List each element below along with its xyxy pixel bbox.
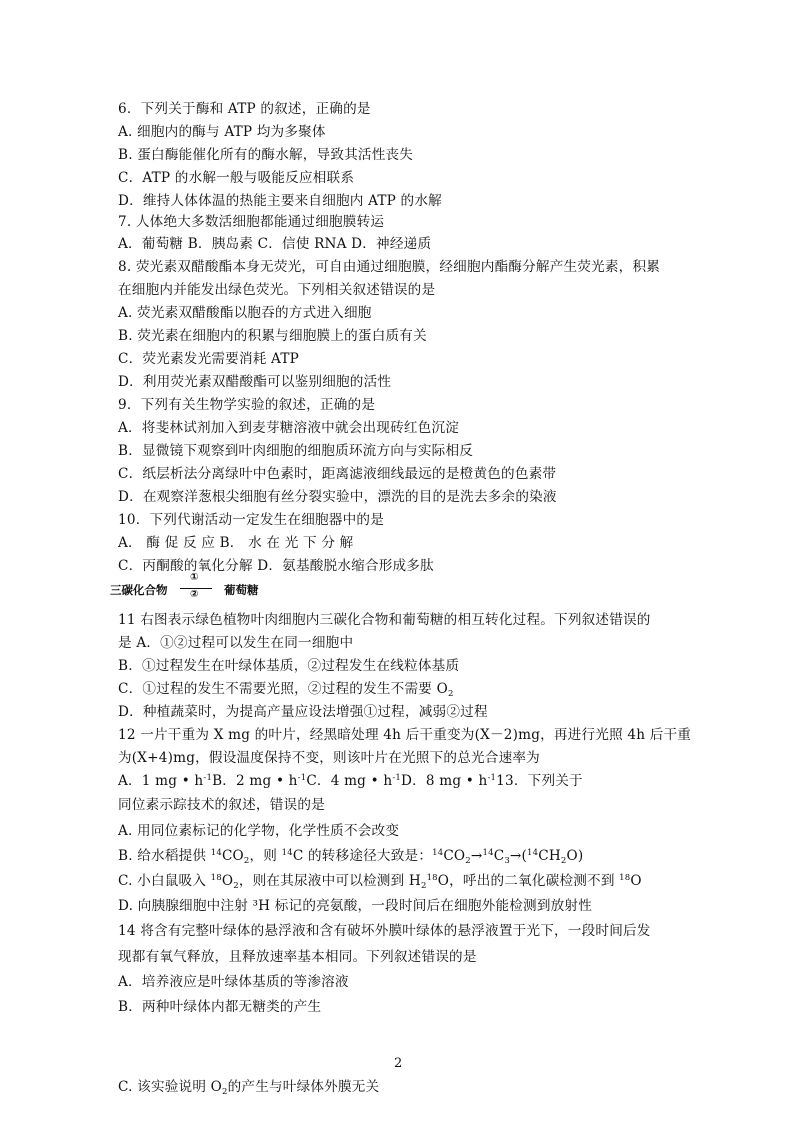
q7-options: A．葡萄糖 B．胰岛素 C．信使 RNA D．神经递质 <box>118 236 432 252</box>
q9-stem: 9．下列有关生物学实验的叙述，正确的是 <box>118 397 376 413</box>
q8-stem-2: 在细胞内并能发出绿色荧光。下列相关叙述错误的是 <box>118 282 436 298</box>
q9-option-b: B．显微镜下观察到叶肉细胞的细胞质环流方向与实际相反 <box>118 443 474 459</box>
q10-options-cd: C．丙酮酸的氧化分解 D．氨基酸脱水缩合形成多肽 <box>118 558 434 574</box>
q12-stem-1: 12 一片干重为 X mg 的叶片，经黑暗处理 4h 后干重变为(X－2)mg，再进行光照 4h 后干重 <box>118 727 692 743</box>
q11-option-c: C．①过程的发生不需要光照，②过程的发生不需要 $O_2$ <box>118 681 454 699</box>
q14-stem-2: 现都有氧气释放，且释放速率基本相同。下列叙述错误的是 <box>118 949 477 965</box>
q10-stem: 10．下列代谢活动一定发生在细胞器中的是 <box>118 512 384 528</box>
q6-option-a: A. 细胞内的酶与 ATP 均为多聚体 <box>118 124 326 140</box>
q6-option-d: D．维持人体体温的热能主要来自细胞内 ATP 的水解 <box>118 193 442 209</box>
q6-stem: 6．下列关于酶和 ATP 的叙述，正确的是 <box>118 101 371 117</box>
q9-option-c: C．纸层析法分离绿叶中色素时，距离滤液细线最远的是橙黄色的色素带 <box>118 466 557 482</box>
q12-options: A．1 mg • $h^{-1}B$．2 mg • $h^{-1}C$．4 mg • $h^{-1}D$．8 mg • $h^{-1}13$．下列关于 <box>118 773 583 789</box>
q13-option-a: A. 用同位素标记的化学物，化学性质不会改变 <box>118 823 400 839</box>
q13-stem: 同位素示踪技术的叙述，错误的是 <box>118 797 325 813</box>
diagram-right-label: 葡萄糖 <box>224 583 259 597</box>
q11-option-b: B．①过程发生在叶绿体基质，②过程发生在线粒体基质 <box>118 658 460 674</box>
q8-option-b: B. 荧光素在细胞内的积累与细胞膜上的蛋白质有关 <box>118 328 427 344</box>
q14-option-c: C. 该实验说明 $O_2$的产生与叶绿体外膜无关 <box>118 1079 380 1097</box>
diagram-top-label: ① <box>190 572 199 583</box>
diagram-left-label: 三碳化合物 <box>110 583 168 597</box>
q8-option-d: D．利用荧光素双醋酸酯可以鉴别细胞的活性 <box>118 374 392 390</box>
q11-stem-2: 是 A．①②过程可以发生在同一细胞中 <box>118 635 354 651</box>
q13-option-c: C. 小白鼠吸入 $^{18}O_2$，则在其尿液中可以检测到 $H_2^{18}O$，呼出的二氧化碳检测不到 $^{18}$O <box>118 873 642 891</box>
q8-stem-1: 8. 荧光素双醋酸酯本身无荧光，可自由通过细胞膜，经细胞内酯酶分解产生荧光素，积累 <box>118 259 661 275</box>
q14-stem-1: 14 将含有完整叶绿体的悬浮液和含有破坏外膜叶绿体的悬浮液置于光下，一段时间后发 <box>118 923 651 939</box>
q6-option-c: C．ATP 的水解一般与吸能反应相联系 <box>118 170 355 186</box>
q9-option-d: D．在观察洋葱根尖细胞有丝分裂实验中，漂洗的目的是洗去多余的染液 <box>118 489 557 505</box>
q10-options-ab: A． 酶 促 反 应 B． 水 在 光 下 分 解 <box>118 535 354 551</box>
q14-option-b: B．两种叶绿体内都无糖类的产生 <box>118 999 322 1015</box>
q12-stem-2: 为(X+4)mg，假设温度保持不变，则该叶片在光照下的总光合速率为 <box>118 750 540 766</box>
q8-option-c: C．荧光素发光需要消耗 ATP <box>118 351 299 367</box>
q11-option-d: D．种植蔬菜时，为提高产量应设法增强①过程，减弱②过程 <box>118 704 488 720</box>
q13-option-b: B. 给水稻提供 $^{14}CO_2$，则 $^{14}$C 的转移途径大致是：$^{14}CO_2\to^{14}C_3\to(^{14}CH_2O)$ <box>118 848 584 866</box>
q9-option-a: A．将斐林试剂加入到麦芽糖溶液中就会出现砖红色沉淀 <box>118 420 460 436</box>
q8-option-a: A. 荧光素双醋酸酯以胞吞的方式进入细胞 <box>118 305 372 321</box>
diagram-bottom-label: ② <box>190 589 199 600</box>
q7-stem: 7. 人体绝大多数活细胞都能通过细胞膜转运 <box>118 214 385 230</box>
q14-option-a: A．培养液应是叶绿体基质的等渗溶液 <box>118 974 349 990</box>
q6-option-b: B. 蛋白酶能催化所有的酶水解，导致其活性丧失 <box>118 147 414 163</box>
q13-option-d: D. 向胰腺细胞中注射 ³H 标记的亮氨酸，一段时间后在细胞外能检测到放射性 <box>118 898 593 914</box>
page-number: 2 <box>394 1056 403 1071</box>
q11-stem-1: 11 右图表示绿色植物叶肉细胞内三碳化合物和葡萄糖的相互转化过程。下列叙述错误的 <box>118 612 651 628</box>
